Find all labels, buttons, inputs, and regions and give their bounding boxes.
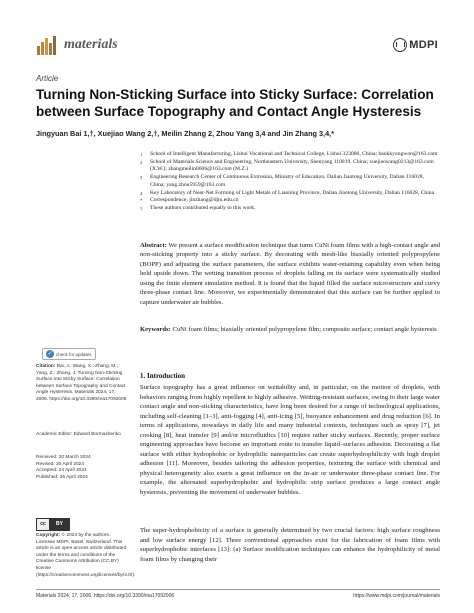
affiliation-item xyxy=(140,174,440,189)
footer-citation[interactable]: Materials 2024, 17, 2006. https://doi.org/10.3390/ma17092006 xyxy=(36,593,175,599)
check-updates-icon: ✓ xyxy=(47,351,53,357)
citation-label: Citation: xyxy=(36,364,56,369)
section-heading: 1. Introduction xyxy=(140,372,185,380)
footer-journal-link[interactable]: https://www.mdpi.com/journal/materials xyxy=(353,593,440,599)
abstract-text: We present a surface modification technique that turns CuNi foam films with a high-contact angle and non-sticking property into a sticky surface. By decorating with mesh-like biaxially oriented polypropylene (BOPP) and adjusting the surface parameters, the surface exhibits water-retaining capability even when being held upside down. The wetting transition process of droplets falling on its surface were systematically studied using the finite element simulation method. It is found that the liquid filled the surface microstructure and curvy three-phase contact line. Moreover, we experimentally demonstrated that this surface can be further applied to capture underwater air bubbles. xyxy=(140,242,441,306)
affiliation-marker: 4 xyxy=(140,190,143,196)
check-for-updates-button[interactable] xyxy=(42,348,96,360)
copyright-text: © 2024 by the authors. Licensee MDPI, Basel, Switzerland. This article is an open access article distributed under the terms and conditions of the Creative Commons Attribution (CC BY) license (https://creativecommons.org/licenses/by/4.0/). xyxy=(36,533,136,578)
published-date: Published: 25 April 2024 xyxy=(36,474,88,480)
affiliation-marker: 2 xyxy=(140,159,143,165)
journal-logo xyxy=(36,34,118,56)
affiliation-list xyxy=(140,151,440,213)
author-list: Jingyuan Bai 1,†, Xuejiao Wang 2,†, Meilin Zhang 2, Zhou Yang 3,4 and Jin Zhang 3,4,* xyxy=(36,129,335,138)
keywords-text: CuNi foam films; biaxially oriented polypropylene film; composite surface; contact angle hysteresis xyxy=(172,326,437,333)
publisher-logo xyxy=(393,38,438,52)
affiliation-text: Key Laboratory of Near-Net Forming of Light Metals of Liaoning Province, Dalian Jiaotong University, Dalian 116028, China xyxy=(150,189,435,196)
affiliation-text: Engineering Research Center of Continuous Extrusion, Ministry of Education, Dalian Jiaotong University, Dalian 116028, China; yang.zhou5959@163.com xyxy=(150,174,424,188)
journal-name: materials xyxy=(64,37,118,52)
citation-text: Bai, J.; Wang, X.; Zhang, M.; Yang, Z.; Zhang, J. Turning Non-Sticking Surface into Sticky Surface: Correlation between Surface Topography and Contact Angle Hysteresis. Materials 2024, 17, 2006. https://doi.org/10.3390/ma17092006 xyxy=(36,364,127,402)
body-paragraph: Surface topography has a great influence on wettability and, in particular, on the motion of droplets, with behaviors ranging from highly repellent to highly adhesive. Wetting-resistant surfaces, owing to their large water contact angle and non-sticking characteristics, have long been desired for a range of technological applications, including self-cleaning [1–3], anti-fogging [4], anti-icing [5], buoyance enhancement and drug reduction [6]. In terms of applications, nowadays in daily life and many industrial contexts, techniques such as spray [7], jet cooking [8], heat transfer [9] and/or microfluidics [10] require rather sticky surfaces. Recently, proper surface engineering approaches have become an important route to transfer liquid–surfaces adhesion. Decorating a flat surface with either hydrophobic or hydrophilic nanoparticles can create superhydrophilicity with high droplet adhesion [11]. Moreover, besides tailoring the adhesion properties, texturing the surface with chemical and physical heterogeneity also exerts a great influence on the in-air or underwater three-phase contact line. For example, the alternated superhydrophobic and hydrophilic strip surface produces a large contact angle hysteresis, preventing the movement of underwater bubbles. xyxy=(140,384,440,496)
cc-by-license-badge[interactable] xyxy=(36,518,70,531)
affiliation-text: School of Materials Science and Engineering, Northeastern University, Shenyang 110819, China; xuejiaowang0213@163.com (X.W.); zhangmeilin0606@163.com (M.Z.) xyxy=(150,158,434,173)
keywords xyxy=(140,325,440,334)
article-type: Article xyxy=(36,74,59,83)
affiliation-item xyxy=(140,159,440,174)
abstract-label: Abstract: xyxy=(140,242,167,249)
abstract xyxy=(140,241,440,307)
affiliation-text: These authors contributed equally to this work. xyxy=(150,204,256,211)
affiliation-marker: * xyxy=(140,198,143,204)
affiliation-text: Correspondence: jinzhang@djtu.edu.cn xyxy=(150,197,239,204)
publisher-name: MDPI xyxy=(409,39,438,51)
received-date: Received: 20 March 2024 xyxy=(36,455,91,460)
copyright-label: Copyright: xyxy=(36,533,61,538)
affiliation-marker: 3 xyxy=(140,175,143,181)
publisher-logo-icon xyxy=(393,38,407,52)
affiliation-item xyxy=(140,151,440,159)
copyright-block xyxy=(36,533,136,579)
cc-icon: cc xyxy=(37,519,50,530)
footer-divider xyxy=(36,589,440,590)
affiliation-item xyxy=(140,190,440,198)
affiliation-marker: 1 xyxy=(140,152,143,157)
paper-title: Turning Non-Sticking Surface into Sticky Surface: Correlation between Surface Topography and Contact Angle Hysteresis xyxy=(36,87,434,119)
check-updates-label: check for updates xyxy=(56,351,92,357)
revised-date: Revised: 20 April 2024 xyxy=(36,461,84,467)
publication-dates xyxy=(36,455,128,481)
accepted-date: Accepted: 24 April 2024 xyxy=(36,468,87,474)
academic-editor-name: Edward Bormashenko xyxy=(73,432,121,437)
affiliation-marker: † xyxy=(140,205,143,211)
journal-logo-icon xyxy=(36,34,60,56)
body-paragraph: The super-hydrophobicity of a surface is generally determined by two crucial factors: high surface roughness and low surface energy [12]. Three conventional approaches exist for the fabrication of foam films with superhydrophobic interfaces [13]: (a) Surface modification techniques can enhance the hydrophilicity of metal foam films by changing their xyxy=(140,527,440,563)
affiliation-text: School of Intelligent Manufacturing, Lishui Vocational and Technical College, Lishui 323000, China; baokkyungwon@163.com xyxy=(150,151,438,157)
affiliation-item xyxy=(140,197,440,205)
citation-block xyxy=(36,364,128,404)
academic-editor-label: Academic Editor: xyxy=(36,432,73,437)
academic-editor xyxy=(36,432,128,439)
affiliation-item xyxy=(140,205,440,213)
keywords-label: Keywords: xyxy=(140,326,171,333)
by-icon: BY xyxy=(50,519,69,530)
